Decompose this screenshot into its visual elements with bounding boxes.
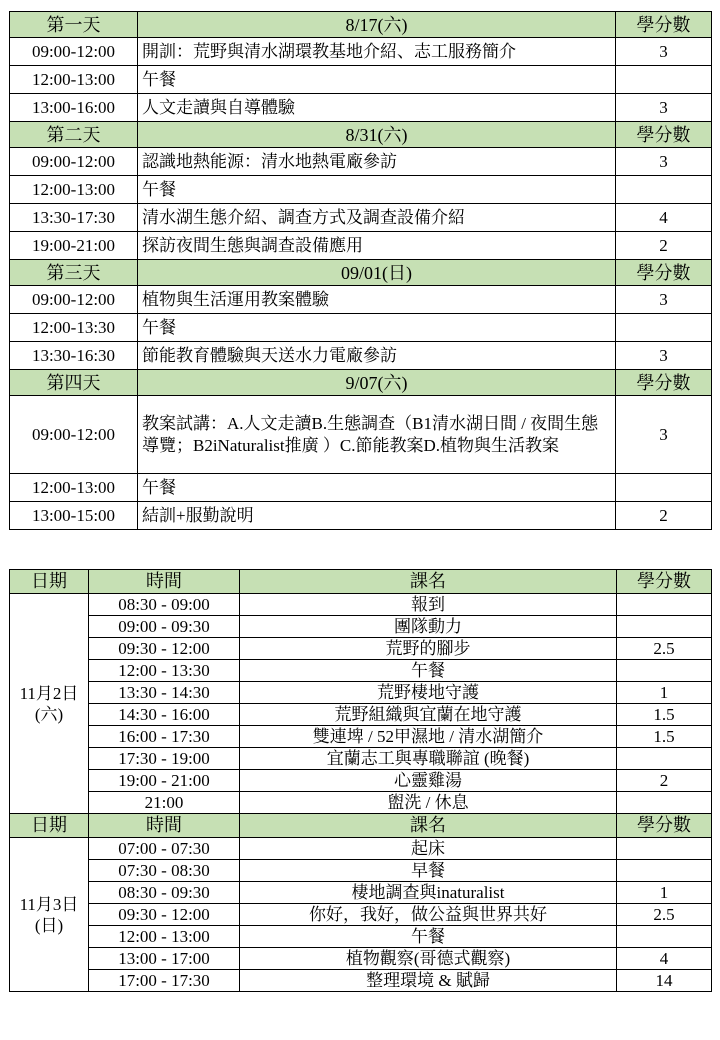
- time-cell: 14:30 - 16:00: [89, 704, 240, 726]
- course-cell: 植物與生活運用教案體驗: [138, 286, 616, 314]
- credits-cell: 1.5: [617, 704, 712, 726]
- credits-cell: 3: [616, 148, 712, 176]
- day-date: 09/01(日): [138, 260, 616, 286]
- time-cell: 12:00-13:00: [10, 176, 138, 204]
- date-text: 11月2日: [19, 683, 79, 703]
- credits-cell: 3: [616, 396, 712, 474]
- table-row: [10, 770, 712, 792]
- day-label: 第二天: [10, 122, 138, 148]
- time-cell: 17:00 - 17:30: [89, 970, 240, 992]
- time-cell: 08:30 - 09:30: [89, 882, 240, 904]
- credits-cell: [616, 474, 712, 502]
- time-cell: 19:00-21:00: [10, 232, 138, 260]
- credits-header: 學分數: [617, 814, 712, 838]
- day-header-row: [10, 370, 712, 396]
- credits-cell: 2: [616, 502, 712, 530]
- table-row: [10, 66, 712, 94]
- time-cell: 07:00 - 07:30: [89, 838, 240, 860]
- credits-cell: [617, 748, 712, 770]
- time-cell: 09:00 - 09:30: [89, 616, 240, 638]
- table-row: [10, 286, 712, 314]
- table-row: [10, 594, 712, 616]
- table-row: [10, 860, 712, 882]
- table-row: [10, 682, 712, 704]
- schedule-table-2: [9, 569, 712, 992]
- course-cell: 午餐: [240, 660, 617, 682]
- credits-cell: 3: [616, 38, 712, 66]
- time-cell: 12:00-13:30: [10, 314, 138, 342]
- time-cell: 13:30-16:30: [10, 342, 138, 370]
- table-row: [10, 970, 712, 992]
- credits-cell: 2: [616, 232, 712, 260]
- credits-cell: 1.5: [617, 726, 712, 748]
- time-cell: 16:00 - 17:30: [89, 726, 240, 748]
- day-label: 第三天: [10, 260, 138, 286]
- course-cell: 午餐: [240, 926, 617, 948]
- time-cell: 12:00-13:00: [10, 66, 138, 94]
- course-cell: 棲地調查與inaturalist: [240, 882, 617, 904]
- course-cell: 荒野棲地守護: [240, 682, 617, 704]
- table-row: [10, 616, 712, 638]
- day-label: 第一天: [10, 12, 138, 38]
- course-cell: 開訓：荒野與清水湖環教基地介紹、志工服務簡介: [138, 38, 616, 66]
- date-cell: [10, 838, 89, 992]
- time-header: 時間: [89, 570, 240, 594]
- credits-cell: 1: [617, 882, 712, 904]
- course-cell: 認識地熱能源：清水地熱電廠參訪: [138, 148, 616, 176]
- credits-cell: [617, 616, 712, 638]
- time-cell: 12:00 - 13:30: [89, 660, 240, 682]
- table-row: [10, 232, 712, 260]
- course-cell: 植物觀察(哥德式觀察): [240, 948, 617, 970]
- credits-cell: 3: [616, 342, 712, 370]
- course-cell: 早餐: [240, 860, 617, 882]
- credits-cell: 1: [617, 682, 712, 704]
- credits-cell: 2: [617, 770, 712, 792]
- course-cell: 節能教育體驗與天送水力電廠參訪: [138, 342, 616, 370]
- credits-cell: 2.5: [617, 904, 712, 926]
- date-header: 日期: [10, 814, 89, 838]
- course-cell: 你好，我好，做公益與世界共好: [240, 904, 617, 926]
- table-row: [10, 38, 712, 66]
- time-cell: 09:00-12:00: [10, 148, 138, 176]
- table-row: [10, 704, 712, 726]
- credits-header: 學分數: [616, 12, 712, 38]
- credits-cell: [617, 660, 712, 682]
- credits-cell: [616, 176, 712, 204]
- time-cell: 13:30 - 14:30: [89, 682, 240, 704]
- table-row: [10, 94, 712, 122]
- course-cell: 雙連埤 / 52甲濕地 / 清水湖簡介: [240, 726, 617, 748]
- time-cell: 09:00-12:00: [10, 38, 138, 66]
- course-header: 課名: [240, 814, 617, 838]
- course-cell: 報到: [240, 594, 617, 616]
- credits-cell: [617, 792, 712, 814]
- time-cell: 12:00 - 13:00: [89, 926, 240, 948]
- table-row: [10, 882, 712, 904]
- time-cell: 08:30 - 09:00: [89, 594, 240, 616]
- table-row: [10, 638, 712, 660]
- time-cell: 19:00 - 21:00: [89, 770, 240, 792]
- course-cell: 清水湖生態介紹、調查方式及調查設備介紹: [138, 204, 616, 232]
- credits-cell: 14: [617, 970, 712, 992]
- time-cell: 12:00-13:00: [10, 474, 138, 502]
- day-header-row: [10, 260, 712, 286]
- course-cell: 盥洗 / 休息: [240, 792, 617, 814]
- date-cell: [10, 594, 89, 814]
- course-cell: 結訓+服勤說明: [138, 502, 616, 530]
- time-cell: 09:00-12:00: [10, 286, 138, 314]
- credits-cell: [617, 860, 712, 882]
- course-cell: 起床: [240, 838, 617, 860]
- schedule-table-1: [9, 11, 712, 530]
- course-cell: 午餐: [138, 314, 616, 342]
- credits-cell: [617, 838, 712, 860]
- table-row: [10, 904, 712, 926]
- time-cell: 13:00-15:00: [10, 502, 138, 530]
- course-cell: 整理環境 & 賦歸: [240, 970, 617, 992]
- time-cell: 13:00-16:00: [10, 94, 138, 122]
- credits-cell: 2.5: [617, 638, 712, 660]
- time-cell: 09:30 - 12:00: [89, 904, 240, 926]
- date-text: 11月3日: [19, 894, 79, 914]
- course-cell: 午餐: [138, 176, 616, 204]
- course-cell: 荒野的腳步: [240, 638, 617, 660]
- table-row: [10, 396, 712, 474]
- course-cell: 人文走讀與自導體驗: [138, 94, 616, 122]
- credits-cell: 4: [616, 204, 712, 232]
- time-cell: 07:30 - 08:30: [89, 860, 240, 882]
- credits-header: 學分數: [616, 370, 712, 396]
- course-cell: 心靈雞湯: [240, 770, 617, 792]
- table-row: [10, 792, 712, 814]
- column-header-row: [10, 570, 712, 594]
- course-cell: 午餐: [138, 474, 616, 502]
- credits-cell: [617, 926, 712, 948]
- table-row: [10, 748, 712, 770]
- table-row: [10, 176, 712, 204]
- credits-header: 學分數: [617, 570, 712, 594]
- credits-cell: 3: [616, 94, 712, 122]
- course-cell: 午餐: [138, 66, 616, 94]
- date-header: 日期: [10, 570, 89, 594]
- table-row: [10, 660, 712, 682]
- time-cell: 17:30 - 19:00: [89, 748, 240, 770]
- day-header-row: [10, 12, 712, 38]
- table-row: [10, 502, 712, 530]
- time-cell: 09:00-12:00: [10, 396, 138, 474]
- time-header: 時間: [89, 814, 240, 838]
- time-cell: 13:30-17:30: [10, 204, 138, 232]
- course-cell: 團隊動力: [240, 616, 617, 638]
- day-date: 9/07(六): [138, 370, 616, 396]
- time-cell: 13:00 - 17:00: [89, 948, 240, 970]
- credits-cell: 3: [616, 286, 712, 314]
- table-row: [10, 148, 712, 176]
- table-row: [10, 838, 712, 860]
- table-row: [10, 726, 712, 748]
- weekday-text: (六): [34, 704, 64, 724]
- credits-header: 學分數: [616, 260, 712, 286]
- course-cell: 宜蘭志工與專職聯誼 (晚餐): [240, 748, 617, 770]
- day-label: 第四天: [10, 370, 138, 396]
- day-header-row: [10, 122, 712, 148]
- time-cell: 21:00: [89, 792, 240, 814]
- course-header: 課名: [240, 570, 617, 594]
- day-date: 8/17(六): [138, 12, 616, 38]
- credits-header: 學分數: [616, 122, 712, 148]
- weekday-text: (日): [34, 915, 64, 935]
- table-row: [10, 926, 712, 948]
- credits-cell: [616, 314, 712, 342]
- course-cell: 荒野組織與宜蘭在地守護: [240, 704, 617, 726]
- table-row: [10, 948, 712, 970]
- table-row: [10, 342, 712, 370]
- day-date: 8/31(六): [138, 122, 616, 148]
- credits-cell: [616, 66, 712, 94]
- credits-cell: 4: [617, 948, 712, 970]
- table-row: [10, 314, 712, 342]
- column-header-row: [10, 814, 712, 838]
- credits-cell: [617, 594, 712, 616]
- table-row: [10, 204, 712, 232]
- table-row: [10, 474, 712, 502]
- course-cell: 探訪夜間生態與調查設備應用: [138, 232, 616, 260]
- course-cell: 教案試講：A.人文走讀B.生態調查（B1清水湖日間 / 夜間生態導覽；B2iNaturalist推廣 ）C.節能教案D.植物與生活教案: [138, 396, 616, 474]
- time-cell: 09:30 - 12:00: [89, 638, 240, 660]
